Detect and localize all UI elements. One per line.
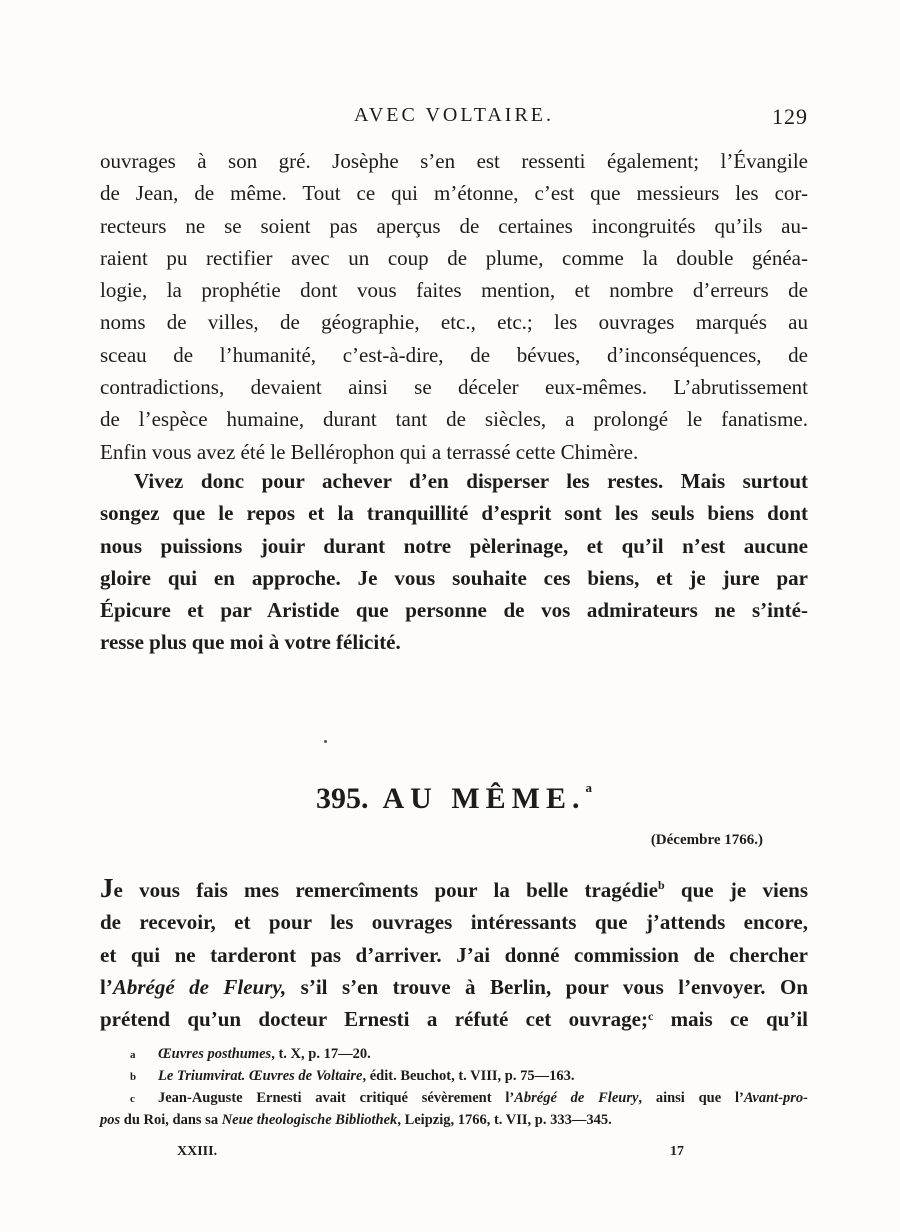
running-title: AVEC VOLTAIRE. — [353, 104, 555, 126]
text-line: ouvrages à son gré. Josèphe s’en est ressenti également; l’Évangile — [100, 149, 808, 173]
text-line: sceau de l’humanité, c’est-à-dire, de bévues, d’inconséquences, de — [100, 342, 808, 367]
text-line: Enfin vous avez été le Bellérophon qui a terrassé cette Chimère. — [100, 439, 639, 464]
text-span: , t. X, p. 17—20. — [271, 1046, 371, 1062]
text-line: Épicure et par Aristide que personne de vos admirateurs ne s’inté- — [100, 598, 808, 623]
text-span: Le Triumvirat. Œuvres de Voltaire — [158, 1068, 363, 1084]
text-span: pos — [100, 1112, 121, 1128]
text-line: resse plus que moi à votre félicité. — [100, 630, 401, 655]
text-line — [100, 971, 808, 1003]
sheet-number: 17 — [670, 1144, 684, 1159]
initial-letter: J — [100, 873, 114, 903]
text-span: Abrégé de Fleury — [514, 1090, 639, 1106]
text-span: , édit. Beuchot, t. VIII, p. 75—163. — [362, 1068, 575, 1084]
text-line: noms de villes, de géographie, etc., etc.; les ouvrages marqués au — [100, 310, 808, 335]
book-title: Abrégé de Fleury, — [112, 974, 287, 999]
footnote-mark: b — [657, 878, 665, 892]
footnote-letter: b — [130, 1071, 137, 1083]
letter-date: (Décembre 1766.) — [650, 832, 763, 848]
text-span: s’il s’en trouve à Berlin, pour vous l’envoyer. On — [286, 974, 808, 999]
page-number: 129 — [772, 104, 808, 129]
text-line — [100, 1003, 808, 1035]
text-line: de Jean, de même. Tout ce qui m’étonne, c’est que messieurs les cor- — [100, 181, 808, 206]
text-span: e vous fais mes remercîments pour la belle tragédie — [113, 878, 658, 902]
footnote-mark: a — [585, 780, 592, 795]
text-line: Vivez donc pour achever d’en disperser les restes. Mais surtout — [134, 469, 808, 493]
text-line: et qui ne tarderont pas d’arriver. J’ai donné commission de chercher — [100, 942, 808, 967]
footnote-mark: c — [647, 1009, 654, 1024]
separator-dot — [324, 740, 327, 743]
footnote-a — [100, 1044, 808, 1066]
text-span: Œuvres posthumes — [158, 1046, 272, 1062]
footnote-c — [100, 1088, 808, 1110]
footnote-letter: c — [130, 1093, 135, 1105]
text-line: de recevoir, et pour les ouvrages intéressants que j’attends encore, — [100, 910, 808, 935]
text-line: gloire qui en approche. Je vous souhaite ces biens, et je jure par — [100, 565, 808, 590]
running-head — [100, 100, 808, 130]
text-span: , Leipzig, 1766, t. VII, p. 333—345. — [397, 1112, 612, 1128]
paragraph-continuation — [100, 145, 808, 468]
text-line: contradictions, devaient ainsi se déceler eux-mêmes. L’abrutissement — [100, 375, 808, 400]
text-span: Neue theologische Bibliothek — [221, 1112, 398, 1128]
footnote-b — [100, 1066, 808, 1088]
text-span: , ainsi que l’ — [638, 1090, 744, 1106]
letter-body — [100, 872, 808, 1035]
text-line: recteurs ne se soient pas aperçus de certaines incongruités qu’ils au- — [100, 213, 808, 238]
text-line: raient pu rectifier avec un coup de plume, comme la double généa- — [100, 245, 808, 270]
letter-heading — [100, 782, 808, 816]
text-span: mais ce qu’il — [653, 1007, 808, 1032]
letter-number: 395. — [316, 782, 369, 815]
text-line: songez que le repos et la tranquillité d’esprit sont les seuls biens dont — [100, 501, 808, 526]
text-span: du Roi, dans sa — [120, 1112, 222, 1128]
text-line: logie, la prophétie dont vous faites mention, et nombre d’erreurs de — [100, 278, 808, 303]
text-span: Jean-Auguste Ernesti avait critiqué sévèrement l’ — [158, 1090, 515, 1106]
letter-addressee: AU MÊME. — [382, 782, 586, 815]
footnote-letter: a — [130, 1049, 136, 1061]
volume-signature: XXIII. — [177, 1144, 218, 1159]
text-line: nous puissions jouir durant notre pèlerinage, et qu’il n’est aucune — [100, 533, 808, 558]
text-span: Avant-pro- — [743, 1090, 809, 1106]
footnotes — [100, 1044, 808, 1131]
text-span: prétend qu’un docteur Ernesti a réfuté cet ouvrage; — [100, 1007, 648, 1032]
footnote-c-continued — [100, 1110, 808, 1131]
text-span: l’ — [100, 974, 113, 999]
paragraph-closing — [100, 465, 808, 659]
text-span: que je viens — [664, 878, 809, 902]
text-line — [100, 872, 808, 906]
text-line: de l’espèce humaine, durant tant de siècles, a prolongé le fanatisme. — [100, 407, 808, 432]
